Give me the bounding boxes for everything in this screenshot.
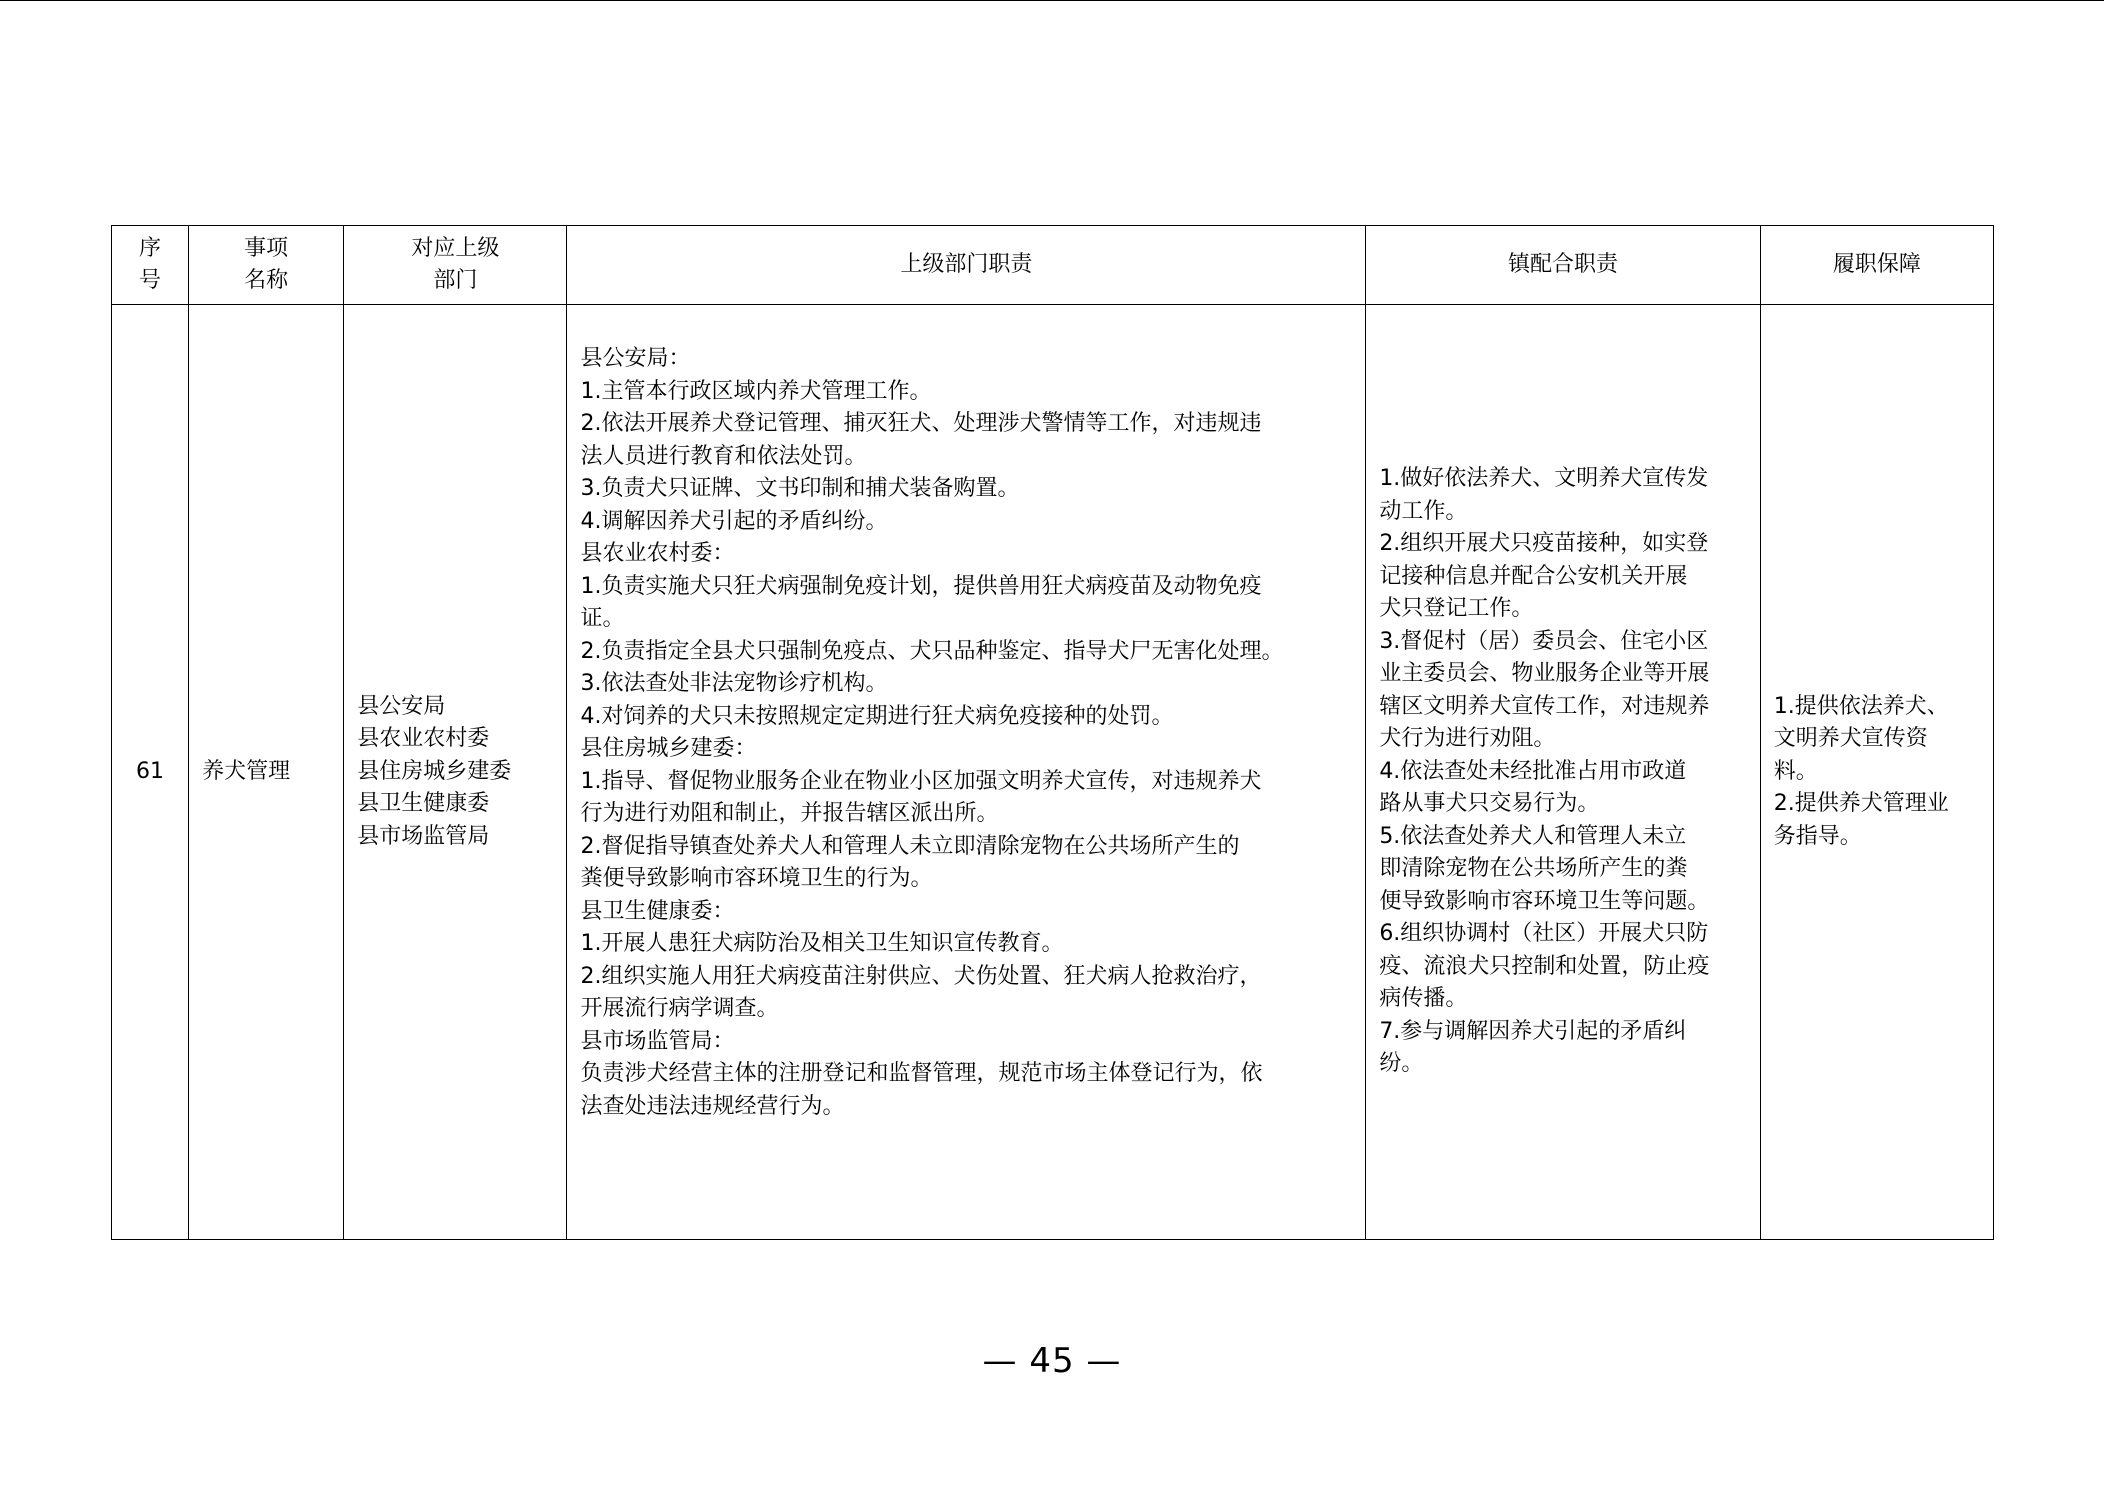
text-line: 辖区文明养犬宣传工作，对违规养 — [1379, 693, 1710, 719]
header-dept-line: 部门 — [433, 268, 478, 293]
text-line: 务指导。 — [1773, 823, 1862, 849]
text-line: 3.依法查处非法宠物诊疗机构。 — [580, 671, 888, 696]
text-line: 2.督促指导镇查处养犬人和管理人未立即清除宠物在公共场所产生的 — [580, 833, 1240, 859]
text-line: 县住房城乡建委： — [580, 736, 757, 761]
text-line: 记接种信息并配合公安机关开展 — [1379, 563, 1688, 589]
text-line: 3.督促村（居）委员会、住宅小区 — [1379, 628, 1709, 654]
text-line: 县市场监管局： — [580, 1028, 735, 1054]
text-line: 县农业农村委 — [357, 726, 490, 752]
text-line: 1.提供依法养犬、 — [1773, 693, 1949, 719]
text-line: 7.参与调解因养犬引起的矛盾纠 — [1379, 1018, 1687, 1044]
text-line: 路从事犬只交易行为。 — [1379, 791, 1600, 817]
text-line: 病传播。 — [1379, 986, 1468, 1012]
text-line: 粪便导致影响市容环境卫生的行为。 — [580, 866, 933, 891]
row-no: 61 — [112, 305, 189, 1240]
text-line: 疫、流浪犬只控制和处置，防止疫 — [1379, 953, 1710, 979]
header-guarantee: 履职保障 — [1760, 226, 1993, 305]
table-body — [112, 305, 1994, 1240]
text-line: 4.依法查处未经批准占用市政道 — [1379, 758, 1687, 784]
text-line: 2.依法开展养犬登记管理、捕灭狂犬、处理涉犬警情等工作，对违规违 — [580, 411, 1262, 436]
text-line: 犬行为进行劝阻。 — [1379, 726, 1556, 752]
row-upper-duty — [567, 305, 1366, 1240]
text-line: 负责涉犬经营主体的注册登记和监督管理，规范市场主体登记行为，依 — [580, 1061, 1263, 1086]
header-no-line: 号 — [139, 268, 162, 293]
text-line: 犬只登记工作。 — [1379, 596, 1534, 622]
text-line: 1.主管本行政区域内养犬管理工作。 — [580, 378, 932, 404]
text-line: 1.开展人患狂犬病防治及相关卫生知识宣传教育。 — [580, 931, 1064, 956]
text-line: 6.组织协调村（社区）开展犬只防 — [1379, 921, 1709, 947]
header-name — [189, 226, 344, 305]
text-line: 1.做好依法养犬、文明养犬宣传发 — [1379, 466, 1709, 492]
header-upper-duty: 上级部门职责 — [567, 226, 1366, 305]
header-town-duty: 镇配合职责 — [1366, 226, 1760, 305]
text-line: 县公安局： — [580, 346, 691, 371]
text-line: 行为进行劝阻和制止，并报告辖区派出所。 — [580, 801, 999, 826]
text-line: 文明养犬宣传资 — [1773, 726, 1928, 752]
text-line: 法人员进行教育和依法处罚。 — [580, 443, 867, 469]
text-line: 1.指导、督促物业服务企业在物业小区加强文明养犬宣传，对违规养犬 — [580, 768, 1262, 794]
text-line: 4.调解因养犬引起的矛盾纠纷。 — [580, 508, 888, 534]
text-line: 料。 — [1773, 758, 1818, 784]
text-line: 法查处违法违规经营行为。 — [580, 1093, 845, 1119]
text-line: 5.依法查处养犬人和管理人未立 — [1379, 823, 1687, 849]
row-town-duty — [1366, 305, 1760, 1240]
row-guarantee — [1760, 305, 1993, 1240]
text-line: 3.负责犬只证牌、文书印制和捕犬装备购置。 — [580, 476, 1020, 501]
header-no-line: 序 — [139, 235, 162, 261]
table-row — [112, 305, 1994, 1240]
text-line: 证。 — [580, 606, 625, 631]
text-line: 业主委员会、物业服务企业等开展 — [1379, 661, 1710, 687]
text-line: 2.组织实施人用狂犬病疫苗注射供应、犬伤处置、狂犬病人抢救治疗， — [580, 963, 1262, 989]
header-dept-line: 对应上级 — [411, 235, 500, 261]
text-line: 县农业农村委： — [580, 541, 735, 566]
header-no — [112, 226, 189, 305]
header-name-line: 名称 — [244, 268, 289, 293]
page-number: — 45 — — [982, 1341, 1122, 1381]
dept-list — [357, 691, 553, 854]
top-border — [0, 0, 2104, 1]
text-line: 县市场监管局 — [357, 823, 490, 849]
text-line: 2.提供养犬管理业 — [1773, 791, 1949, 817]
row-name: 养犬管理 — [189, 305, 344, 1240]
header-name-line: 事项 — [244, 235, 289, 261]
text-line: 县公安局 — [357, 693, 446, 719]
header-dept — [344, 226, 567, 305]
town-duty-list — [1379, 463, 1746, 1081]
text-line: 县卫生健康委： — [580, 898, 735, 924]
upper-duty-list — [580, 343, 1352, 1123]
text-line: 4.对饲养的犬只未按照规定定期进行狂犬病免疫接种的处罚。 — [580, 703, 1174, 729]
text-line: 动工作。 — [1379, 498, 1468, 524]
duty-table — [111, 225, 1994, 1240]
table-header — [112, 226, 1994, 305]
text-line: 开展流行病学调查。 — [580, 996, 779, 1021]
text-line: 县住房城乡建委 — [357, 758, 512, 784]
guarantee-list — [1774, 691, 1980, 854]
text-line: 县卫生健康委 — [357, 791, 490, 817]
text-line: 2.组织开展犬只疫苗接种，如实登 — [1379, 531, 1709, 557]
text-line: 1.负责实施犬只狂犬病强制免疫计划，提供兽用狂犬病疫苗及动物免疫 — [580, 573, 1262, 599]
text-line: 便导致影响市容环境卫生等问题。 — [1379, 888, 1710, 914]
text-line: 2.负责指定全县犬只强制免疫点、犬只品种鉴定、指导犬尸无害化处理。 — [580, 638, 1284, 664]
row-dept — [344, 305, 567, 1240]
text-line: 纷。 — [1379, 1051, 1424, 1077]
text-line: 即清除宠物在公共场所产生的粪 — [1379, 856, 1688, 882]
header-row — [112, 226, 1994, 305]
